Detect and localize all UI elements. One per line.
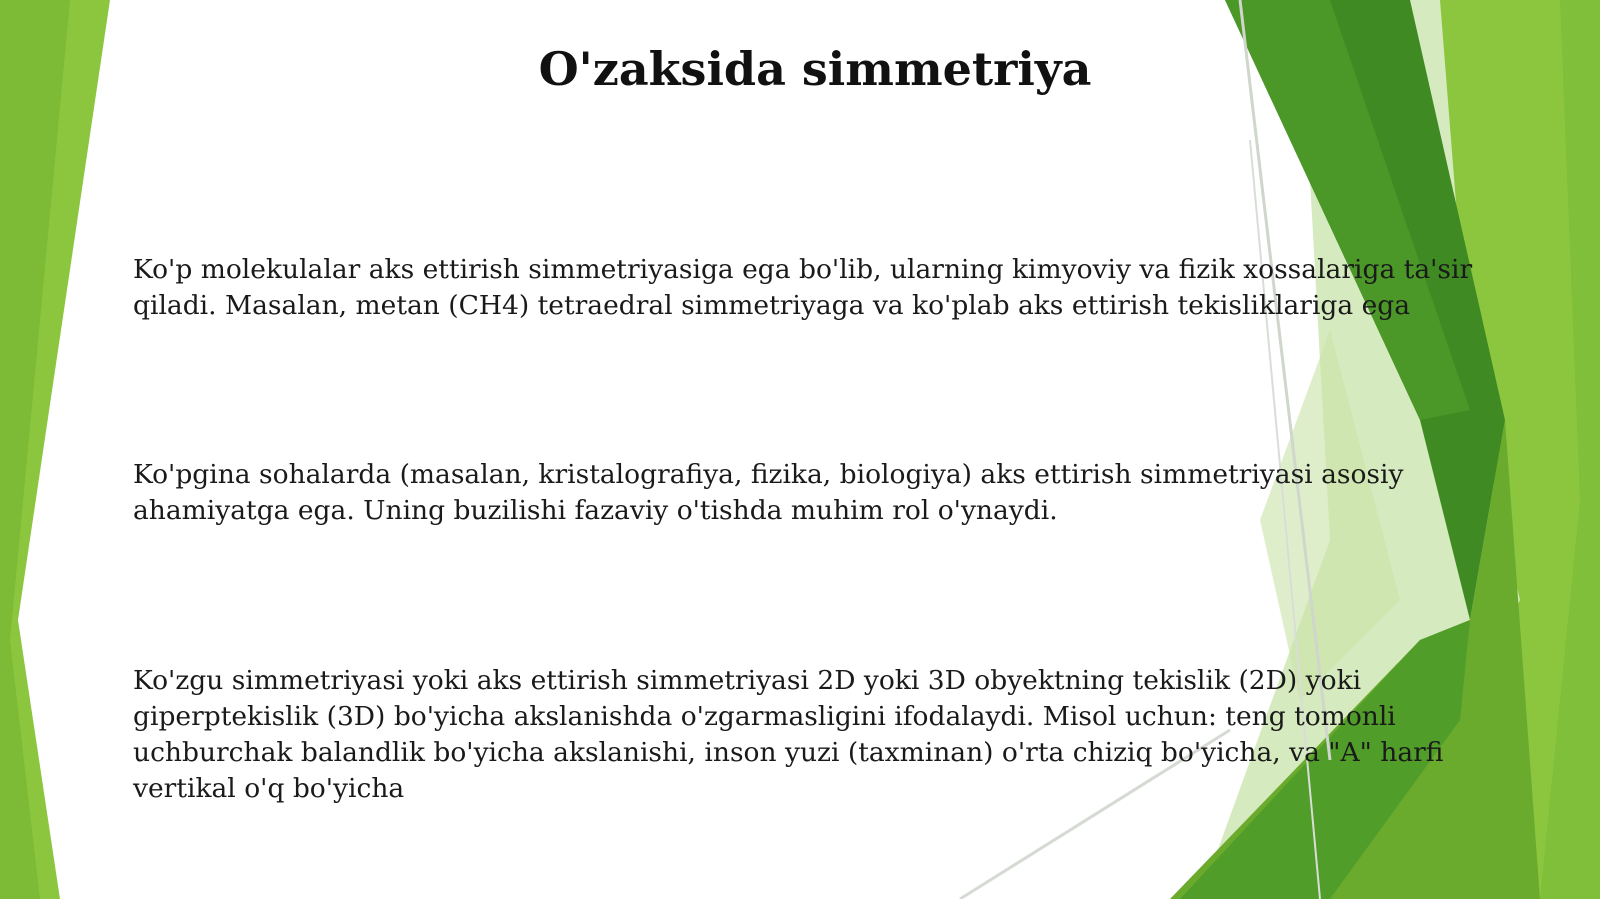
paragraph-molecules: Ko'p molekulalar aks ettirish simmetriyasiga ega bo'lib, ularning kimyoviy va fizik xossalariga ta'sir qiladi. Masalan, metan (CH4) tetraedral simmetriyaga va ko'plab aks ettirish tekisliklariga ega xyxy=(133,254,1473,321)
paragraph-fields: Ko'pgina sohalarda (masalan, kristalografiya, fizika, biologiya) aks ettirish simmetriyasi asosiy ahamiyatga ega. Uning buzilishi fazaviy o'tishda muhim rol o'ynaydi. xyxy=(133,459,1404,526)
slide-title: O'zaksida simmetriya xyxy=(538,42,1092,96)
paragraph-mirror-symmetry: Ko'zgu simmetriyasi yoki aks ettirish simmetriyasi 2D yoki 3D obyektning tekislik (2D) yoki giperptekislik (3D) bo'yicha akslanishda o'zgarmasligini ifodalaydi. Misol uchun: teng tomonli uchburchak balandlik bo'yicha akslanishi, inson yuzi (taxminan) o'rta chiziq bo'yicha, va "A" harfi vertikal o'q bo'yicha xyxy=(133,665,1444,804)
